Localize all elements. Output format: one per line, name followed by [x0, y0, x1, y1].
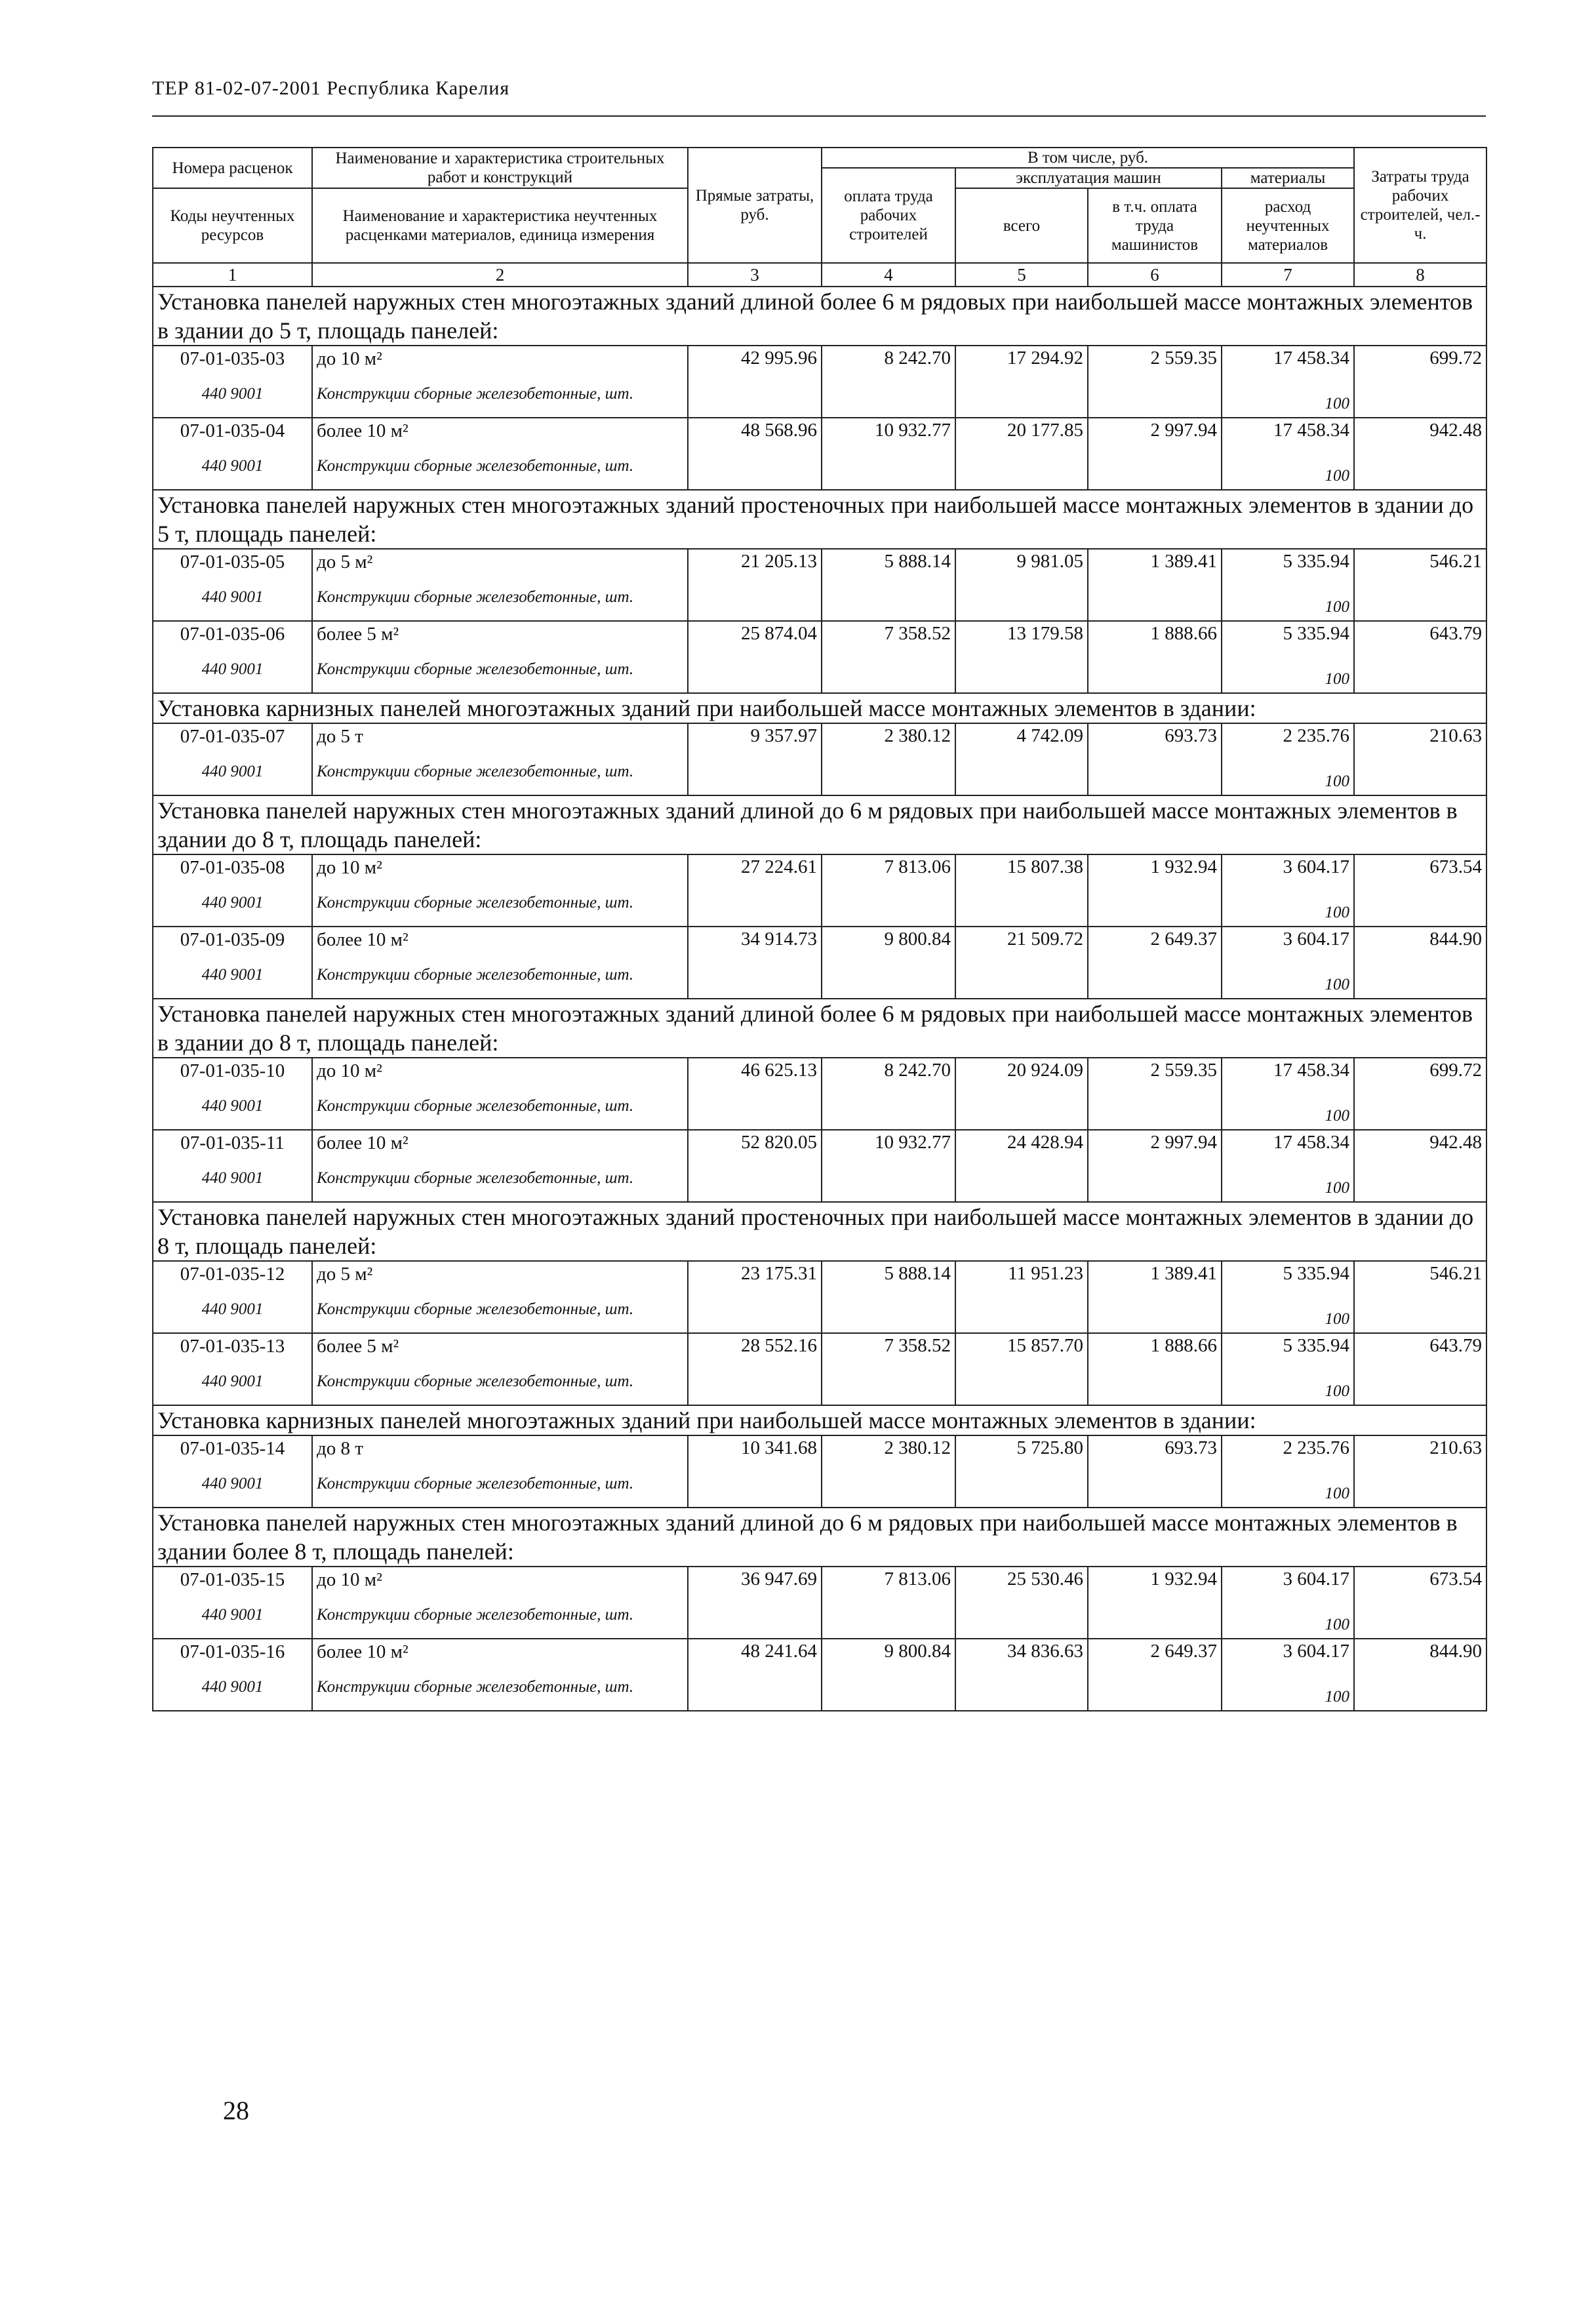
- labor-hours: 699.72: [1354, 346, 1486, 418]
- machinist-pay: 2 649.37: [1088, 1639, 1222, 1711]
- rate-name: до 10 м²: [312, 1058, 688, 1083]
- resource-code: 440 9001: [153, 880, 312, 927]
- section-heading-row: [153, 1405, 1486, 1435]
- resource-quantity: 100: [1222, 749, 1354, 795]
- materials-cost: 3 604.17: [1222, 1567, 1354, 1592]
- labor-hours: 210.63: [1354, 1435, 1486, 1508]
- section-title: Установка карнизных панелей многоэтажных зданий при наибольшей массе монтажных элементов в здании:: [153, 693, 1486, 723]
- labor-hours: 673.54: [1354, 1567, 1486, 1639]
- rate-row: [153, 1130, 1486, 1155]
- materials-cost: 2 235.76: [1222, 723, 1354, 749]
- table-header: [153, 148, 1486, 287]
- machines-total: 15 807.38: [955, 854, 1088, 927]
- rate-code: 07-01-035-10: [153, 1058, 312, 1083]
- machines-total: 21 509.72: [955, 927, 1088, 999]
- section-title: Установка панелей наружных стен многоэтажных зданий длиной более 6 м рядовых при наибольшей массе монтажных элементов в здании до 8 т, площадь панелей:: [153, 999, 1486, 1058]
- machines-total: 25 530.46: [955, 1567, 1088, 1639]
- resource-name: Конструкции сборные железобетонные, шт.: [312, 574, 688, 621]
- header-resource-numbers: Номера расценок: [153, 148, 312, 188]
- section-heading-row: [153, 1508, 1486, 1567]
- resource-quantity: 100: [1222, 1359, 1354, 1405]
- labor-hours: 942.48: [1354, 418, 1486, 490]
- labor-hours: 546.21: [1354, 549, 1486, 621]
- section-title: Установка панелей наружных стен многоэтажных зданий длиной до 6 м рядовых при наибольшей массе монтажных элементов в здании более 8 т, площадь панелей:: [153, 1508, 1486, 1567]
- resource-quantity: 100: [1222, 647, 1354, 693]
- direct-costs: 42 995.96: [688, 346, 822, 418]
- resource-quantity: 100: [1222, 371, 1354, 418]
- rate-name: до 5 т: [312, 723, 688, 749]
- direct-costs: 48 568.96: [688, 418, 822, 490]
- resource-quantity: 100: [1222, 1083, 1354, 1130]
- page-number: 28: [223, 2096, 249, 2125]
- rate-row: [153, 1261, 1486, 1287]
- section-title: Установка панелей наружных стен многоэтажных зданий длиной более 6 м рядовых при наибольшей массе монтажных элементов в здании до 5 т, площадь панелей:: [153, 287, 1486, 346]
- direct-costs: 48 241.64: [688, 1639, 822, 1711]
- header-machinist-pay: в т.ч. оплата труда машинистов: [1088, 188, 1222, 263]
- worker-pay: 7 358.52: [822, 621, 955, 693]
- rate-name: до 5 м²: [312, 1261, 688, 1287]
- resource-code: 440 9001: [153, 574, 312, 621]
- machines-total: 9 981.05: [955, 549, 1088, 621]
- resource-code: 440 9001: [153, 1461, 312, 1508]
- resource-name: Конструкции сборные железобетонные, шт.: [312, 1287, 688, 1333]
- column-number: 5: [955, 263, 1088, 287]
- header-worker-pay: оплата труда рабочих строителей: [822, 168, 955, 263]
- labor-hours: 643.79: [1354, 621, 1486, 693]
- resource-name: Конструкции сборные железобетонные, шт.: [312, 1155, 688, 1202]
- rate-code: 07-01-035-12: [153, 1261, 312, 1287]
- rate-code: 07-01-035-05: [153, 549, 312, 574]
- resource-name: Конструкции сборные железобетонные, шт.: [312, 1592, 688, 1639]
- direct-costs: 28 552.16: [688, 1333, 822, 1405]
- machines-total: 24 428.94: [955, 1130, 1088, 1202]
- materials-cost: 5 335.94: [1222, 621, 1354, 647]
- machinist-pay: 693.73: [1088, 723, 1222, 795]
- machines-total: 34 836.63: [955, 1639, 1088, 1711]
- rate-row: [153, 1058, 1486, 1083]
- materials-cost: 3 604.17: [1222, 1639, 1354, 1664]
- materials-cost: 5 335.94: [1222, 549, 1354, 574]
- resource-code: 440 9001: [153, 1083, 312, 1130]
- worker-pay: 9 800.84: [822, 1639, 955, 1711]
- worker-pay: 9 800.84: [822, 927, 955, 999]
- rate-name: до 10 м²: [312, 854, 688, 880]
- rate-row: [153, 1567, 1486, 1592]
- resource-code: 440 9001: [153, 443, 312, 490]
- rate-code: 07-01-035-16: [153, 1639, 312, 1664]
- rate-name: более 10 м²: [312, 418, 688, 443]
- rate-name: до 10 м²: [312, 1567, 688, 1592]
- resource-quantity: 100: [1222, 1155, 1354, 1202]
- rate-code: 07-01-035-09: [153, 927, 312, 952]
- worker-pay: 5 888.14: [822, 549, 955, 621]
- machinist-pay: 2 559.35: [1088, 1058, 1222, 1130]
- direct-costs: 21 205.13: [688, 549, 822, 621]
- section-heading-row: [153, 693, 1486, 723]
- header-machines-total: всего: [955, 188, 1088, 263]
- rate-row: [153, 723, 1486, 749]
- machinist-pay: 2 559.35: [1088, 346, 1222, 418]
- direct-costs: 9 357.97: [688, 723, 822, 795]
- machines-total: 5 725.80: [955, 1435, 1088, 1508]
- labor-hours: 546.21: [1354, 1261, 1486, 1333]
- section-heading-row: [153, 490, 1486, 549]
- materials-cost: 17 458.34: [1222, 418, 1354, 443]
- rate-code: 07-01-035-07: [153, 723, 312, 749]
- materials-cost: 2 235.76: [1222, 1435, 1354, 1461]
- header-material-consumption: расход неучтенных материалов: [1222, 188, 1354, 263]
- machinist-pay: 1 389.41: [1088, 1261, 1222, 1333]
- resource-name: Конструкции сборные железобетонные, шт.: [312, 1083, 688, 1130]
- resource-name: Конструкции сборные железобетонные, шт.: [312, 749, 688, 795]
- resource-code: 440 9001: [153, 1592, 312, 1639]
- machines-total: 11 951.23: [955, 1261, 1088, 1333]
- rates-table-container: [152, 147, 1486, 1711]
- materials-cost: 17 458.34: [1222, 1058, 1354, 1083]
- worker-pay: 10 932.77: [822, 418, 955, 490]
- resource-code: 440 9001: [153, 952, 312, 999]
- materials-cost: 5 335.94: [1222, 1333, 1354, 1359]
- section-title: Установка панелей наружных стен многоэтажных зданий длиной до 6 м рядовых при наибольшей массе монтажных элементов в здании до 8 т, площадь панелей:: [153, 795, 1486, 854]
- machinist-pay: 693.73: [1088, 1435, 1222, 1508]
- rate-code: 07-01-035-06: [153, 621, 312, 647]
- rate-name: более 10 м²: [312, 927, 688, 952]
- rate-code: 07-01-035-11: [153, 1130, 312, 1155]
- rate-name: более 5 м²: [312, 1333, 688, 1359]
- worker-pay: 10 932.77: [822, 1130, 955, 1202]
- rate-row: [153, 1435, 1486, 1461]
- labor-hours: 844.90: [1354, 1639, 1486, 1711]
- section-heading-row: [153, 287, 1486, 346]
- section-title: Установка панелей наружных стен многоэтажных зданий простеночных при наибольшей массе монтажных элементов в здании до 5 т, площадь панелей:: [153, 490, 1486, 549]
- resource-quantity: 100: [1222, 880, 1354, 927]
- rates-table: [152, 147, 1487, 1711]
- rate-row: [153, 621, 1486, 647]
- resource-quantity: 100: [1222, 952, 1354, 999]
- resource-name: Конструкции сборные железобетонные, шт.: [312, 371, 688, 418]
- direct-costs: 27 224.61: [688, 854, 822, 927]
- rate-name: до 8 т: [312, 1435, 688, 1461]
- resource-quantity: 100: [1222, 443, 1354, 490]
- machinist-pay: 1 932.94: [1088, 1567, 1222, 1639]
- header-material-name: Наименование и характеристика неучтенных расценками материалов, единица измерения: [312, 188, 688, 263]
- resource-code: 440 9001: [153, 1287, 312, 1333]
- labor-hours: 673.54: [1354, 854, 1486, 927]
- rate-code: 07-01-035-04: [153, 418, 312, 443]
- resource-quantity: 100: [1222, 1461, 1354, 1508]
- resource-code: 440 9001: [153, 371, 312, 418]
- rate-name: до 5 м²: [312, 549, 688, 574]
- rate-code: 07-01-035-03: [153, 346, 312, 371]
- machinist-pay: 2 649.37: [1088, 927, 1222, 999]
- column-number: 1: [153, 263, 312, 287]
- worker-pay: 8 242.70: [822, 1058, 955, 1130]
- column-number: 7: [1222, 263, 1354, 287]
- rate-code: 07-01-035-08: [153, 854, 312, 880]
- resource-code: 440 9001: [153, 1359, 312, 1405]
- header-direct-costs: Прямые затраты, руб.: [688, 148, 822, 263]
- table-body: [153, 287, 1486, 1711]
- resource-name: Конструкции сборные железобетонные, шт.: [312, 952, 688, 999]
- direct-costs: 10 341.68: [688, 1435, 822, 1508]
- direct-costs: 46 625.13: [688, 1058, 822, 1130]
- worker-pay: 8 242.70: [822, 346, 955, 418]
- machines-total: 15 857.70: [955, 1333, 1088, 1405]
- machinist-pay: 2 997.94: [1088, 1130, 1222, 1202]
- rate-row: [153, 854, 1486, 880]
- machinist-pay: 2 997.94: [1088, 418, 1222, 490]
- rate-name: более 10 м²: [312, 1639, 688, 1664]
- worker-pay: 7 813.06: [822, 854, 955, 927]
- machinist-pay: 1 888.66: [1088, 1333, 1222, 1405]
- worker-pay: 2 380.12: [822, 723, 955, 795]
- resource-name: Конструкции сборные железобетонные, шт.: [312, 1664, 688, 1711]
- resource-name: Конструкции сборные железобетонные, шт.: [312, 443, 688, 490]
- resource-code: 440 9001: [153, 1155, 312, 1202]
- materials-cost: 3 604.17: [1222, 854, 1354, 880]
- resource-name: Конструкции сборные железобетонные, шт.: [312, 1461, 688, 1508]
- machinist-pay: 1 932.94: [1088, 854, 1222, 927]
- direct-costs: 25 874.04: [688, 621, 822, 693]
- column-number: 3: [688, 263, 822, 287]
- section-title: Установка карнизных панелей многоэтажных зданий при наибольшей массе монтажных элементов в здании:: [153, 1405, 1486, 1435]
- resource-name: Конструкции сборные железобетонные, шт.: [312, 1359, 688, 1405]
- materials-cost: 17 458.34: [1222, 1130, 1354, 1155]
- rate-code: 07-01-035-13: [153, 1333, 312, 1359]
- rate-row: [153, 418, 1486, 443]
- column-number: 4: [822, 263, 955, 287]
- labor-hours: 942.48: [1354, 1130, 1486, 1202]
- rate-row: [153, 1333, 1486, 1359]
- direct-costs: 36 947.69: [688, 1567, 822, 1639]
- machines-total: 20 924.09: [955, 1058, 1088, 1130]
- worker-pay: 7 358.52: [822, 1333, 955, 1405]
- labor-hours: 844.90: [1354, 927, 1486, 999]
- header-work-name: Наименование и характеристика строительных работ и конструкций: [312, 148, 688, 188]
- rate-code: 07-01-035-14: [153, 1435, 312, 1461]
- column-number: 6: [1088, 263, 1222, 287]
- machines-total: 13 179.58: [955, 621, 1088, 693]
- worker-pay: 7 813.06: [822, 1567, 955, 1639]
- document-header: ТЕР 81-02-07-2001 Республика Карелия: [152, 77, 510, 99]
- direct-costs: 34 914.73: [688, 927, 822, 999]
- worker-pay: 5 888.14: [822, 1261, 955, 1333]
- rate-name: до 10 м²: [312, 346, 688, 371]
- resource-quantity: 100: [1222, 1592, 1354, 1639]
- resource-code: 440 9001: [153, 749, 312, 795]
- worker-pay: 2 380.12: [822, 1435, 955, 1508]
- rate-row: [153, 346, 1486, 371]
- resource-name: Конструкции сборные железобетонные, шт.: [312, 880, 688, 927]
- resource-quantity: 100: [1222, 574, 1354, 621]
- labor-hours: 699.72: [1354, 1058, 1486, 1130]
- resource-code: 440 9001: [153, 1664, 312, 1711]
- resource-quantity: 100: [1222, 1664, 1354, 1711]
- header-resource-codes: Коды неучтенных ресурсов: [153, 188, 312, 263]
- header-including: В том числе, руб.: [822, 148, 1354, 168]
- header-divider: [152, 115, 1486, 117]
- section-heading-row: [153, 1202, 1486, 1261]
- machines-total: 20 177.85: [955, 418, 1088, 490]
- labor-hours: 643.79: [1354, 1333, 1486, 1405]
- resource-code: 440 9001: [153, 647, 312, 693]
- resource-name: Конструкции сборные железобетонные, шт.: [312, 647, 688, 693]
- section-heading-row: [153, 999, 1486, 1058]
- machinist-pay: 1 389.41: [1088, 549, 1222, 621]
- direct-costs: 23 175.31: [688, 1261, 822, 1333]
- rate-row: [153, 1639, 1486, 1664]
- column-number: 8: [1354, 263, 1486, 287]
- machines-total: 4 742.09: [955, 723, 1088, 795]
- rate-code: 07-01-035-15: [153, 1567, 312, 1592]
- rate-row: [153, 927, 1486, 952]
- header-materials: материалы: [1222, 168, 1354, 188]
- machinist-pay: 1 888.66: [1088, 621, 1222, 693]
- materials-cost: 17 458.34: [1222, 346, 1354, 371]
- section-heading-row: [153, 795, 1486, 854]
- rate-name: более 10 м²: [312, 1130, 688, 1155]
- machines-total: 17 294.92: [955, 346, 1088, 418]
- direct-costs: 52 820.05: [688, 1130, 822, 1202]
- column-number: 2: [312, 263, 688, 287]
- rate-row: [153, 549, 1486, 574]
- labor-hours: 210.63: [1354, 723, 1486, 795]
- materials-cost: 5 335.94: [1222, 1261, 1354, 1287]
- materials-cost: 3 604.17: [1222, 927, 1354, 952]
- resource-quantity: 100: [1222, 1287, 1354, 1333]
- header-machine-operation: эксплуатация машин: [955, 168, 1222, 188]
- section-title: Установка панелей наружных стен многоэтажных зданий простеночных при наибольшей массе монтажных элементов в здании до 8 т, площадь панелей:: [153, 1202, 1486, 1261]
- header-labor-hours: Затраты труда рабочих строителей, чел.-ч.: [1354, 148, 1486, 263]
- rate-name: более 5 м²: [312, 621, 688, 647]
